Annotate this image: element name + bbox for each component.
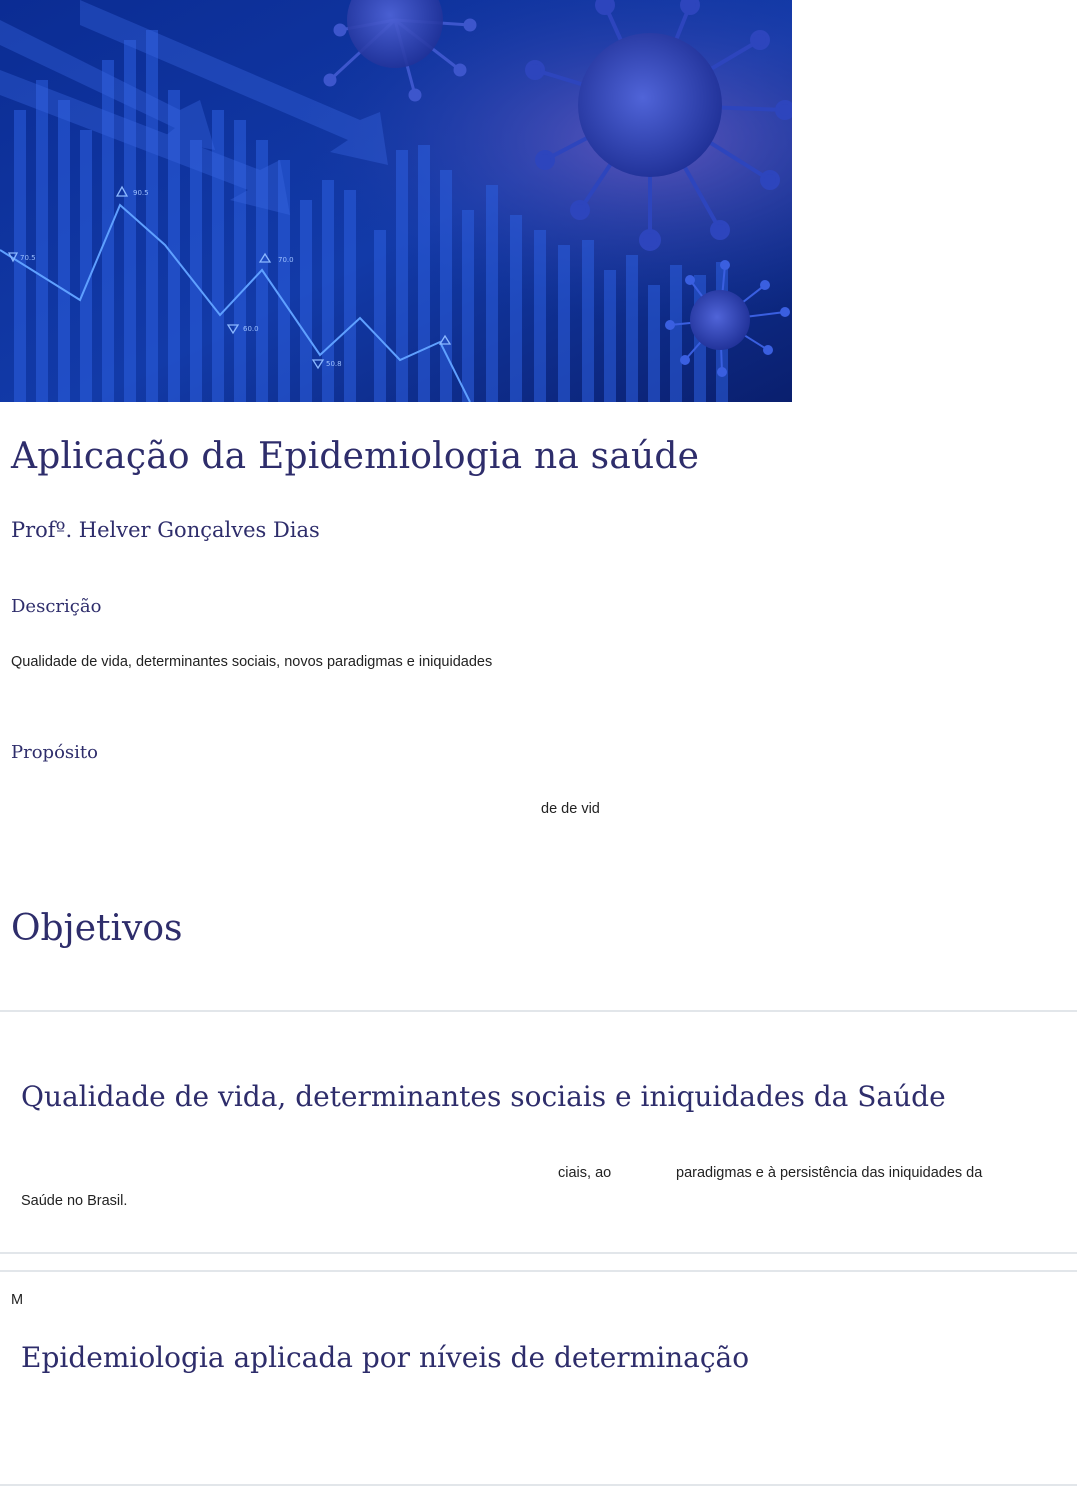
module-2-label: M [11,1292,24,1308]
author-name: Profº. Helver Gonçalves Dias [11,518,320,542]
divider [0,1270,1077,1272]
divider [0,1252,1077,1254]
description-heading: Descrição [11,596,102,617]
description-text: Qualidade de vida, determinantes sociais, novos paradigmas e iniquidades [11,654,493,670]
chart-label-3: 60.0 [243,325,259,333]
hero-image [0,0,792,402]
purpose-text: de de vid [541,801,600,817]
divider [0,1010,1077,1012]
module-1-text-fragment: paradigmas e à persistência das iniquidades da [676,1165,983,1181]
chart-label-5: 50.8 [326,360,342,368]
module-2-title: Epidemiologia aplicada por níveis de determinação [21,1341,750,1374]
chart-label-4: 70.0 [278,256,294,264]
module-1-text-fragment: Saúde no Brasil. [21,1193,128,1209]
module-1-title: Qualidade de vida, determinantes sociais e iniquidades da Saúde [21,1080,946,1113]
objectives-heading: Objetivos [11,908,183,949]
chart-label-2: 90.5 [133,189,149,197]
module-1-text-fragment: ciais, ao [558,1165,612,1181]
chart-label-1: 70.5 [20,254,36,262]
divider [0,1484,1077,1486]
purpose-heading: Propósito [11,742,98,763]
page-title: Aplicação da Epidemiologia na saúde [11,436,700,477]
